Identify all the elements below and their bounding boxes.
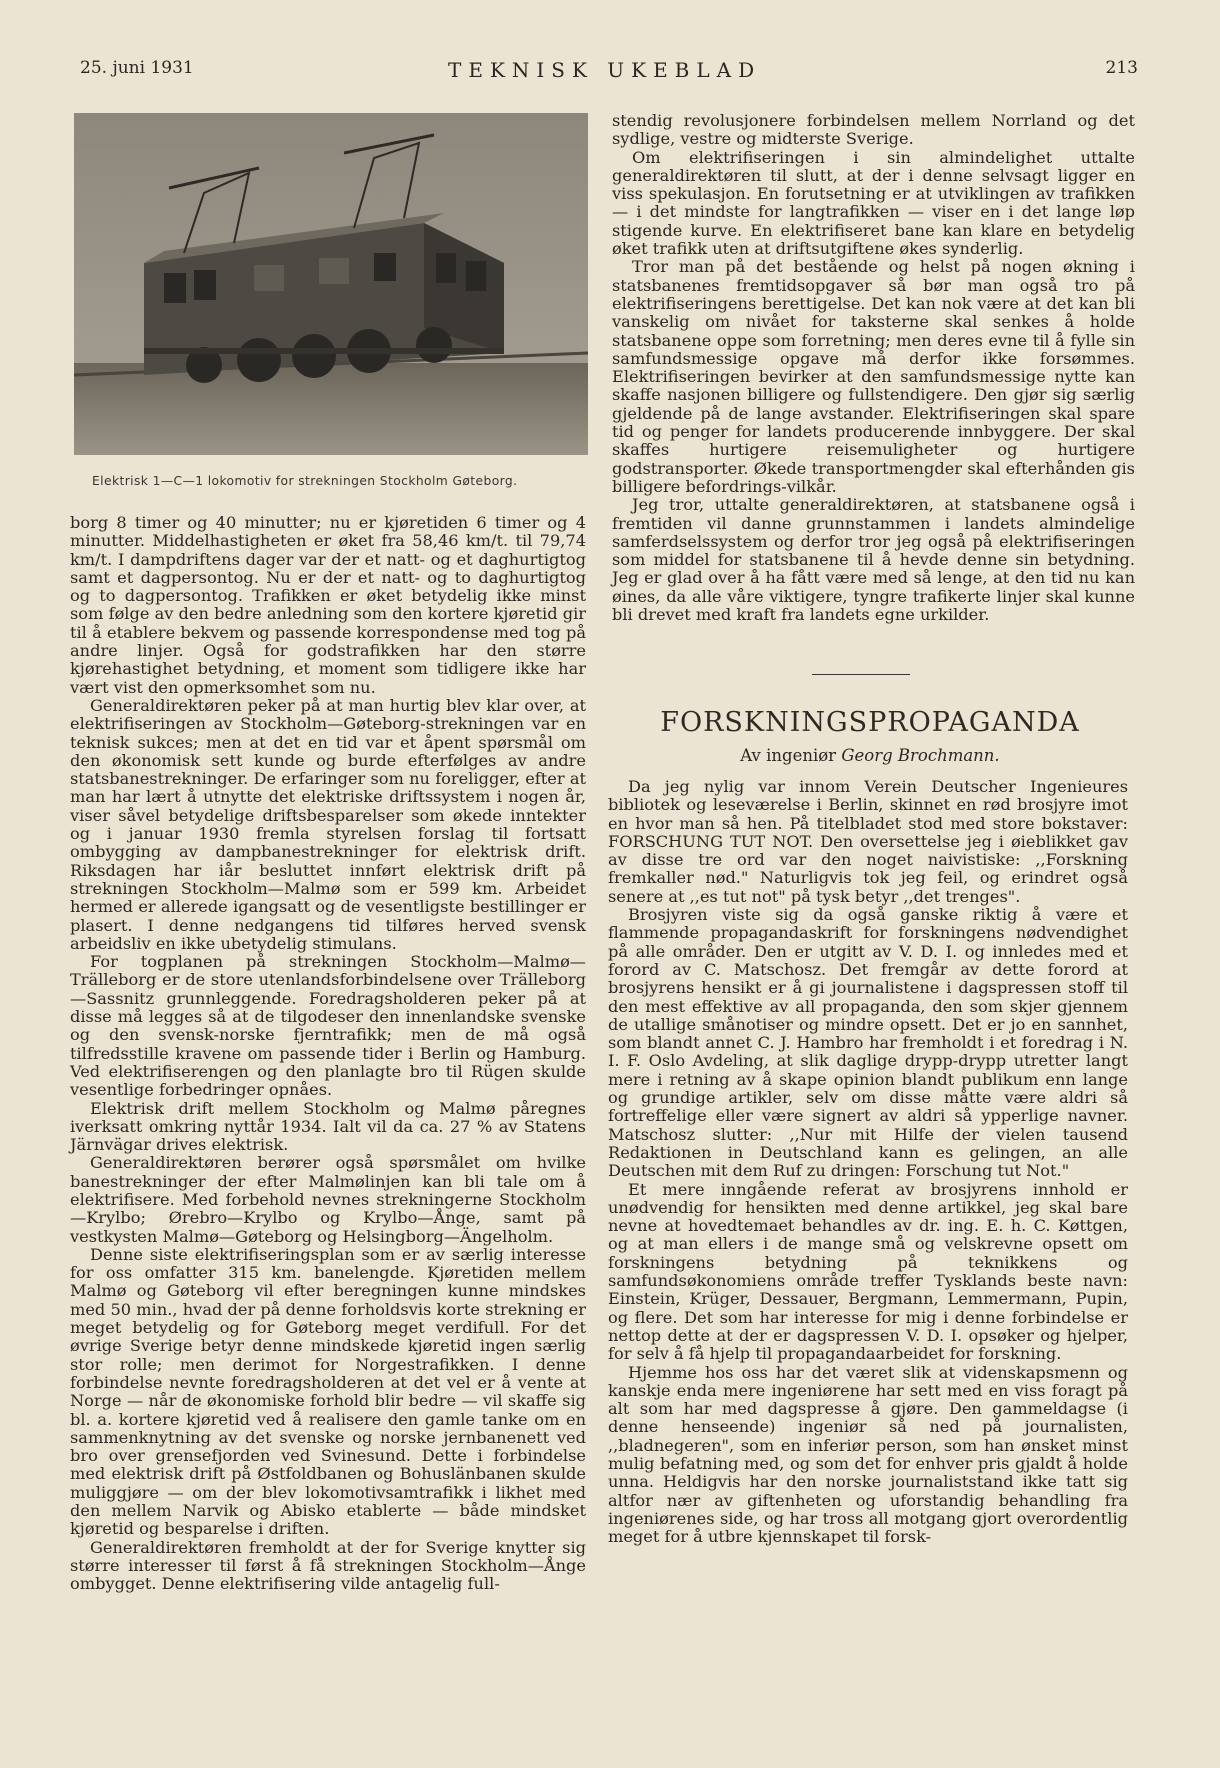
paragraph: Generaldirektøren fremholdt at der for Sverige knytter sig større interesser til først å få strekningen Stockholm—Ånge ombygget. Denne elektrifisering vilde antagelig full- [70, 1537, 586, 1594]
paragraph: Brosjyren viste sig da også ganske riktig å være et flammende propagandaskrift for forskningens nødvendighet på alle områder. Den er utgitt av V. D. I. og innledes med et forord av C. Matschosz. Det fremgår av dette forord at brosjyrens hensikt er å gi journalistene i dagspressen stoff til den mest effektive av all propaganda, den som skjer gjennem de utallige smånotiser og mindre opsett. Det er jo en sannhet, som blandt annet C. J. Hambro har fremholdt i et foredrag i N. I. F. Oslo Avdeling, at slik daglige drypp-drypp utretter langt mere i retning av å skape opinion blandt publikum enn lange og grundige artikler, selv om disse måtte være aldri så fortreffelige eller være signert av aldri så ypperlige navner. Matschosz slutter: ,,Nur mit Hilfe der vielen tausend Redaktionen in Deutschland kann es gelingen, an alle Deutschen mit dem Ruf zu dringen: Forschung tut Not." [608, 905, 1128, 1181]
paragraph: Jeg tror, uttalte generaldirektøren, at statsbanene også i fremtiden vil danne grunnstammen i landets almindelige samferdselssystem og derfor tror jeg også på elektrifiseringen som middel for statsbanene til å hevde denne sin betydning. Jeg er glad over å ha fått være med så lenge, at den tid nu kan øines, da alle våre viktigere, tyngre trafikerte linjer skal kunne bli drevet med kraft fra landets egne urkilder. [612, 495, 1135, 625]
paragraph: Denne siste elektrifiseringsplan som er av særlig interesse for oss omfatter 315 km. banelengde. Kjøretiden mellem Malmø og Gøteborg vil efter beregningen kunne mindskes med 50 min., hvad der på denne forholdsvis korte strekning er meget betydelig og for Gøteborg meget verdifull. For det øvrige Sverige betyr denne mindskede kjøretid ingen særlig stor rolle; men derimot for Norgestrafikken. I denne forbindelse nevnte foredragsholderen at det vel er å vente at Norge — når de økonomiske forhold blir bedre — vil skaffe sig bl. a. kortere kjøretid ved å realisere den gamle tanke om en sammenknytning av det svenske og norske jernbanenett ved bro over grensefjorden ved Svinesund. Dette i forbindelse med elektrisk drift på Østfoldbanen og Bohuslänbanen skulde muliggjøre — om der blev lokomotivsamtrafikk i likhet med den mellem Narvik og Abisko etablerte — både mindsket kjøretid og besparelse i driften. [70, 1244, 586, 1539]
locomotive-photo [74, 113, 588, 455]
paragraph: Elektrisk drift mellem Stockholm og Malmø påregnes iverksatt omkring nyttår 1934. Ialt vil da ca. 27 % av Statens Järnvägar drives elektrisk. [70, 1098, 586, 1155]
locomotive-illustration [74, 113, 588, 455]
journal-title: TEKNISK UKEBLAD [448, 58, 762, 82]
byline-prefix: Av ingeniør [740, 746, 842, 765]
author-name: Georg Brochmann. [841, 746, 1000, 765]
paragraph: stendig revolusjonere forbindelsen mellem Norrland og det sydlige, vestre og midterste Sverige. [612, 111, 1135, 149]
paragraph: Da jeg nylig var innom Verein Deutscher Ingenieures bibliotek og leseværelse i Berlin, skinnet en rød brosjyre imot en hvor man så hen. På titelbladet stod med store bokstaver: FORSCHUNG TUT NOT. Den oversettelse jeg i øieblikket gav av disse tre ord var den noget naivistiske: ,,Forskning fremkaller nød." Naturligvis tok jeg feil, og erindret også senere at ,,es tut not" på tysk betyr ,,det trenges". [608, 777, 1128, 906]
right-column-top [612, 112, 1135, 624]
figure-caption: Elektrisk 1—C—1 lokomotiv for strekningen Stockholm Gøteborg. [92, 474, 518, 488]
article-body [608, 778, 1128, 1546]
page-number: 213 [1105, 58, 1138, 78]
article-byline [610, 746, 1130, 765]
header-date: 25. juni 1931 [80, 58, 194, 78]
paragraph: Hjemme hos oss har det været slik at videnskapsmenn og kanskje enda mere ingeniørene har sett med en viss foragt på alt som har med dagspresse å gjøre. Den gammeldagse (i denne henseende) ingeniør så ned på journalisten, ,,bladnegeren", som en inferiør person, som han ønsket minst mulig befatning med, og som det for enhver pris gjaldt å holde unna. Heldigvis har den norske journaliststand ikke tatt sig altfor nær av giftenheten og uforstandig behandling fra ingeniørenes side, og har tross all motgang gjort overordentlig meget for å utbre kjennskapet til forsk- [608, 1362, 1128, 1547]
section-divider [812, 674, 910, 675]
left-column [70, 514, 586, 1594]
paragraph: Generaldirektøren peker på at man hurtig blev klar over, at elektrifiseringen av Stockholm—Gøteborg-strekningen var en teknisk sukces; men at det en tid var et åpent spørsmål om den økonomisk sett kunde og burde efterfølges av andre statsbanestrekninger. De erfaringer som nu foreligger, efter at man har lært å utnytte det elektriske driftssystem i nogen år, viser såvel betydelige driftsbesparelser som økede inntekter og i januar 1930 fremla styrelsen forslag til fortsatt ombygging av dampbanestrekninger for elektrisk drift. Riksdagen har iår besluttet innført elektrisk drift på strekningen Stockholm—Malmø som er 599 km. Arbeidet hermed er allerede igangsatt og de vesentligste bestillinger er plasert. I denne nedgangens tid tilføres herved svensk arbeidsliv en ikke ubetydelig stimulans. [70, 695, 586, 953]
paragraph: borg 8 timer og 40 minutter; nu er kjøretiden 6 timer og 4 minutter. Middelhastigheten er øket fra 58,46 km/t. til 79,74 km/t. I dampdriftens dager var der et natt- og et daghurtigtog samt et dagpersontog. Nu er der et natt- og to daghurtigtog og to dagpersontog. Trafikken er øket betydelig ikke minst som følge av den bedre anledning som den kortere kjøretid gir til å etablere bekvem og passende korrespondense med tog på andre linjer. Også for godstrafikken har den større kjørehastighet betydning, et moment som tidligere ikke har vært vist den opmerksomhet som nu. [70, 513, 586, 697]
paragraph: Tror man på det bestående og helst på nogen økning i statsbanenes fremtidsopgaver så bør man også tro på elektrifiseringens berettigelse. Det kan nok være at det kan bli vanskelig om nivået for taksterne skal senkes å holde statsbanene oppe som forretning; men deres evne til å fylle sin samfundsmessige opgave må derfor ikke forsømmes. Elektrifiseringen bevirker at den samfundsmessige nytte kan skaffe nasjonen billigere og fullstendigere. Den gjør sig særlig gjeldende på de lange avstander. Elektrifiseringen skal spare tid og penger for landets producerende innbyggere. Der skal skaffes hurtigere reisemuligheter og hurtigere godstransporter. Økede transportmengder skal efterhånden gis billigere befordrings-vilkår. [612, 257, 1135, 496]
paragraph: Om elektrifiseringen i sin almindelighet uttalte generaldirektøren til slutt, at der i denne selvsagt ligger en viss spekulasjon. En forutsetning er at utviklingen av trafikken — i det mindste for langtrafikken — viser en i det lange løp stigende kurve. En elektrifiseret bane kan klare en betydelig øket trafikk uten at driftsutgiftene økes synderlig. [612, 147, 1135, 259]
paragraph: Et mere inngående referat av brosjyrens innhold er unødvendig for hensikten med denne artikkel, jeg skal bare nevne at hovedtemaet behandles av dr. ing. E. h. C. Køttgen, og at man ellers i de mange små og velskrevne opsett om forskningens betydning på teknikkens og samfundsøkonomiens område treffer Tysklands beste navn: Einstein, Krüger, Dessauer, Bergmann, Lemmermann, Pupin, og flere. Det som har interesse for mig i denne forbindelse er nettop dette at der er dagspressen V. D. I. opsøker og hjelper, for selv å få hjelp til propagandaarbeidet for forskning. [608, 1179, 1128, 1364]
paragraph: Generaldirektøren berører også spørsmålet om hvilke banestrekninger der efter Malmølinjen kan bli tale om å elektrifisere. Med forbehold nevnes strekningerne Stockholm—Krylbo; Ørebro—Krylbo og Krylbo—Ånge, samt på vestkysten Malmø—Gøteborg og Helsingborg—Ängelholm. [70, 1153, 586, 1246]
article-title: FORSKNINGSPROPAGANDA [660, 707, 1080, 738]
paragraph: For togplanen på strekningen Stockholm—Malmø—Trälleborg er de store utenlandsforbindelsene over Trälleborg —Sassnitz grunnleggende. Foredragsholderen peker på at disse må legges så at de tilgodeser den innenlandske svenske og den svensk-norske fjerntrafikk; men de må også tilfredsstille kravene om passende tider i Berlin og Hamburg. Ved elektrifiserengen og den planlagte bro til Rügen skulde vesentlige forbedringer opnåes. [70, 952, 586, 1100]
